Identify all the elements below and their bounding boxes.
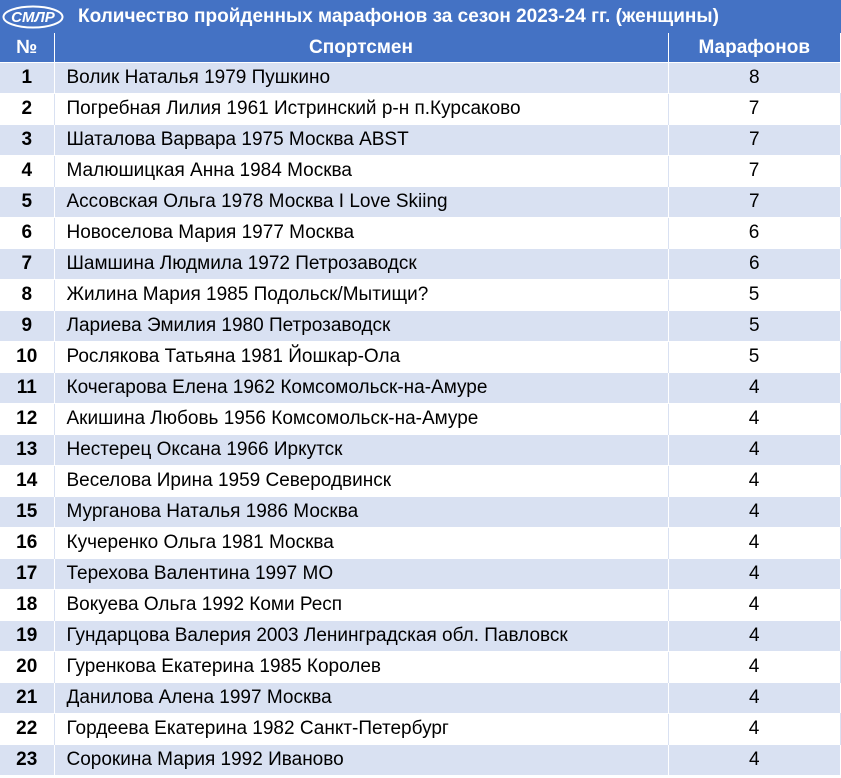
marathon-count: 4	[668, 714, 840, 745]
marathon-count: 6	[668, 249, 840, 280]
athlete-name: Шамшина Людмила 1972 Петрозаводск	[54, 249, 668, 280]
marathon-count: 4	[668, 559, 840, 590]
table-row	[0, 621, 840, 652]
table-row	[0, 373, 840, 404]
marathon-count: 5	[668, 280, 840, 311]
row-number: 22	[0, 714, 54, 745]
table-row	[0, 218, 840, 249]
row-number: 17	[0, 559, 54, 590]
table-row	[0, 280, 840, 311]
row-number: 23	[0, 745, 54, 776]
table-row	[0, 497, 840, 528]
athlete-name: Терехова Валентина 1997 МО	[54, 559, 668, 590]
column-header-num: №	[0, 33, 54, 63]
row-number: 14	[0, 466, 54, 497]
row-number: 21	[0, 683, 54, 714]
marathon-count: 5	[668, 342, 840, 373]
row-number: 18	[0, 590, 54, 621]
table-row	[0, 652, 840, 683]
row-number: 6	[0, 218, 54, 249]
table-row	[0, 683, 840, 714]
marathon-count: 4	[668, 404, 840, 435]
table-row	[0, 63, 840, 94]
row-number: 3	[0, 125, 54, 156]
marathon-count: 4	[668, 497, 840, 528]
athlete-name: Мурганова Наталья 1986 Москва	[54, 497, 668, 528]
marathon-count: 4	[668, 466, 840, 497]
marathon-count: 5	[668, 311, 840, 342]
title-bar	[0, 0, 841, 33]
athlete-name: Гуренкова Екатерина 1985 Королев	[54, 652, 668, 683]
athlete-name: Данилова Алена 1997 Москва	[54, 683, 668, 714]
marathon-count: 4	[668, 590, 840, 621]
marathon-count: 4	[668, 528, 840, 559]
row-number: 2	[0, 94, 54, 125]
marathon-count: 7	[668, 187, 840, 218]
marathon-count: 4	[668, 652, 840, 683]
table-row	[0, 590, 840, 621]
column-header-marathons: Марафонов	[668, 33, 840, 63]
table-row	[0, 249, 840, 280]
column-header-athlete: Спортсмен	[54, 33, 668, 63]
marathon-count: 7	[668, 94, 840, 125]
page-title: Количество пройденных марафонов за сезон 2023-24 гг. (женщины)	[78, 6, 719, 27]
marathon-count: 4	[668, 435, 840, 466]
row-number: 5	[0, 187, 54, 218]
row-number: 12	[0, 404, 54, 435]
marathon-count: 7	[668, 125, 840, 156]
table-row	[0, 466, 840, 497]
row-number: 11	[0, 373, 54, 404]
marathon-count: 4	[668, 373, 840, 404]
athlete-name: Погребная Лилия 1961 Истринский р-н п.Курсаково	[54, 94, 668, 125]
table-row	[0, 559, 840, 590]
table-row	[0, 94, 840, 125]
athlete-name: Гордеева Екатерина 1982 Санкт-Петербург	[54, 714, 668, 745]
row-number: 7	[0, 249, 54, 280]
athlete-name: Нестерец Оксана 1966 Иркутск	[54, 435, 668, 466]
marathon-count: 4	[668, 745, 840, 776]
athlete-name: Шаталова Варвара 1975 Москва ABST	[54, 125, 668, 156]
marathon-count: 6	[668, 218, 840, 249]
athlete-name: Гундарцова Валерия 2003 Ленинградская обл. Павловск	[54, 621, 668, 652]
marathons-table	[0, 33, 841, 775]
row-number: 15	[0, 497, 54, 528]
table-header-row	[0, 33, 840, 63]
marathon-count: 4	[668, 621, 840, 652]
smlr-logo-icon	[2, 5, 64, 29]
athlete-name: Лариева Эмилия 1980 Петрозаводск	[54, 311, 668, 342]
svg-text:СМЛР: СМЛР	[11, 9, 55, 26]
row-number: 16	[0, 528, 54, 559]
table-row	[0, 435, 840, 466]
row-number: 10	[0, 342, 54, 373]
athlete-name: Кучеренко Ольга 1981 Москва	[54, 528, 668, 559]
table-row	[0, 745, 840, 776]
row-number: 8	[0, 280, 54, 311]
athlete-name: Кочегарова Елена 1962 Комсомольск-на-Амуре	[54, 373, 668, 404]
row-number: 9	[0, 311, 54, 342]
table-row	[0, 714, 840, 745]
row-number: 1	[0, 63, 54, 94]
table-row	[0, 342, 840, 373]
athlete-name: Жилина Мария 1985 Подольск/Мытищи?	[54, 280, 668, 311]
athlete-name: Акишина Любовь 1956 Комсомольск-на-Амуре	[54, 404, 668, 435]
row-number: 19	[0, 621, 54, 652]
marathon-count: 7	[668, 156, 840, 187]
athlete-name: Рослякова Татьяна 1981 Йошкар-Ола	[54, 342, 668, 373]
athlete-name: Сорокина Мария 1992 Иваново	[54, 745, 668, 776]
row-number: 13	[0, 435, 54, 466]
athlete-name: Новоселова Мария 1977 Москва	[54, 218, 668, 249]
athlete-name: Вокуева Ольга 1992 Коми Респ	[54, 590, 668, 621]
marathon-count: 8	[668, 63, 840, 94]
athlete-name: Ассовская Ольга 1978 Москва I Love Skiing	[54, 187, 668, 218]
athlete-name: Волик Наталья 1979 Пушкино	[54, 63, 668, 94]
table-row	[0, 404, 840, 435]
table-row	[0, 187, 840, 218]
athlete-name: Малюшицкая Анна 1984 Москва	[54, 156, 668, 187]
table-row	[0, 528, 840, 559]
table-row	[0, 311, 840, 342]
table-row	[0, 156, 840, 187]
table-row	[0, 125, 840, 156]
athlete-name: Веселова Ирина 1959 Северодвинск	[54, 466, 668, 497]
row-number: 4	[0, 156, 54, 187]
row-number: 20	[0, 652, 54, 683]
marathon-count: 4	[668, 683, 840, 714]
